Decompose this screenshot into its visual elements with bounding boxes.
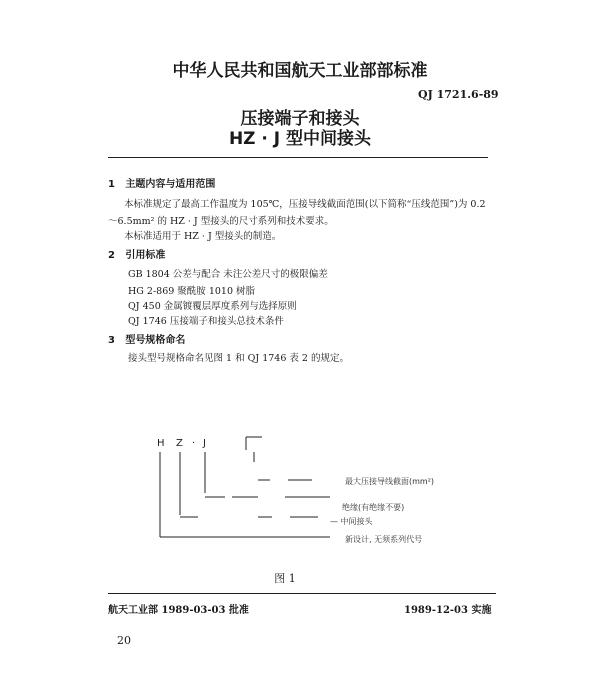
approval-date: 航天工业部 1989-03-03 批准: [108, 605, 249, 616]
reference-item: GB 1804 公差与配合 未注公差尺寸的极限偏差: [128, 269, 328, 280]
reference-item: HG 2-869 聚酰胺 1010 树脂: [128, 286, 256, 297]
section-1-paragraph-2: 本标准适用于 HZ · J 型接头的制造。: [124, 231, 282, 242]
document-title: 压接端子和接头: [240, 109, 360, 129]
size-code-box: [246, 437, 262, 450]
section-number: 2: [108, 250, 115, 261]
figure-caption: 图 1: [274, 572, 296, 585]
code-dot: ·: [192, 438, 196, 449]
footer-divider: [108, 593, 496, 594]
section-number: 3: [108, 335, 115, 346]
section-title: 引用标准: [125, 250, 166, 261]
section-3-paragraph: 接头型号规格命名见图 1 和 QJ 1746 表 2 的规定。: [128, 353, 350, 364]
label-max-cross-section: 最大压接导线截面(mm²): [345, 477, 435, 486]
section-1-paragraph-1a: 本标准规定了最高工作温度为 105℃，压接导线截面范围(以下简称“压线范围”)为 0.2: [124, 199, 486, 210]
reference-item: QJ 1746 压接端子和接头总技术条件: [128, 316, 284, 327]
page-number: 20: [117, 634, 131, 647]
reference-item: QJ 450 金属镀覆层厚度系列与选择原则: [128, 301, 297, 312]
section-title: 型号规格命名: [125, 335, 186, 346]
document-subtitle: HZ · J 型中间接头: [228, 129, 372, 149]
implementation-date: 1989-12-03 实施: [404, 605, 492, 616]
label-insulation: 绝缘(有绝缘不要): [342, 503, 405, 512]
label-new-design: 新设计, 无须系列代号: [345, 535, 423, 544]
section-number: 1: [108, 179, 115, 190]
section-1-paragraph-1b: ～6.5mm² 的 HZ · J 型接头的尺寸系列和技术要求。: [108, 216, 334, 227]
standard-number: QJ 1721.6-89: [418, 88, 499, 101]
code-letter-h: H: [157, 438, 165, 449]
section-title: 主题内容与适用范围: [125, 179, 216, 190]
issuing-organization: 中华人民共和国航天工业部部标准: [172, 61, 428, 81]
code-letter-z: Z: [176, 438, 183, 449]
code-letter-j: J: [203, 438, 206, 449]
label-middle-joint: — 中间接头: [330, 517, 373, 526]
